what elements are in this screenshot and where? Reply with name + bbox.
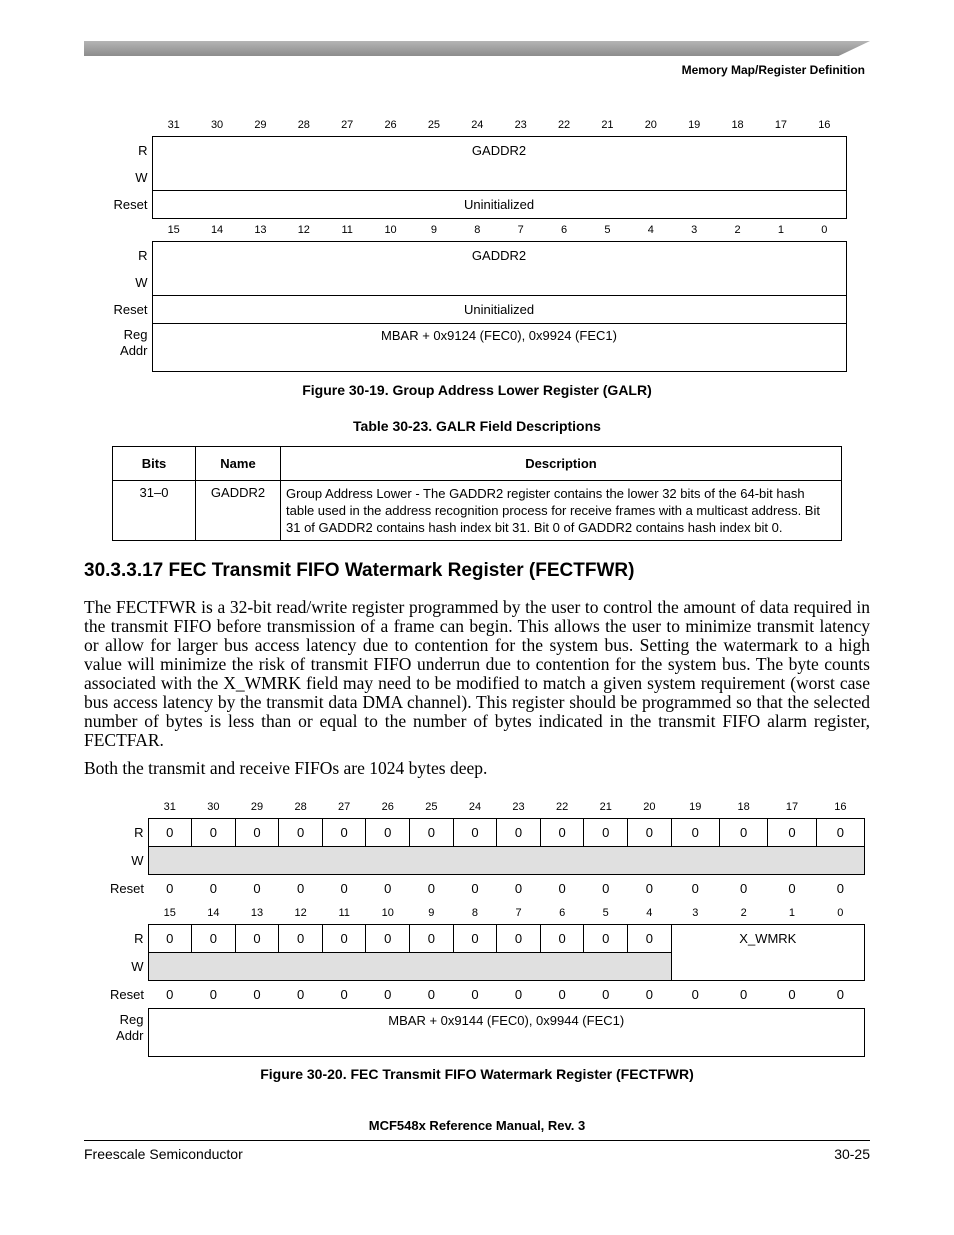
reset-bit-value: 0 xyxy=(296,987,305,1002)
cell-description: Group Address Lower - The GADDR2 register contains the lower 32 bits of the 64-bit hash table used in the address recognition process for receive frames with a multicast address. Bit 31 of GADDR2 contains hash index bit 31. Bit 0 of GADDR2 contains hash index bit 0. xyxy=(281,481,842,541)
bit-number: 27 xyxy=(341,119,354,131)
bit-number: 17 xyxy=(785,801,799,813)
bit-number: 11 xyxy=(341,224,353,236)
read-bit-value: 0 xyxy=(584,819,628,847)
reset-bit-value: 0 xyxy=(166,987,174,1002)
reset-bit-value: 0 xyxy=(514,881,523,896)
gaddr2-low-field: GADDR2 xyxy=(152,242,846,296)
row-label-reset: Reset xyxy=(113,302,148,317)
read-bit-value: 0 xyxy=(628,925,672,953)
read-bit-value: 0 xyxy=(235,819,279,847)
bit-number: 7 xyxy=(515,907,522,919)
x-wmrk-field: X_WMRK xyxy=(671,925,864,981)
header-bar xyxy=(84,41,870,56)
bit-number: 29 xyxy=(254,119,267,131)
bit-number: 9 xyxy=(428,907,435,919)
bit-number: 19 xyxy=(689,801,702,813)
manual-title: MCF548x Reference Manual, Rev. 3 xyxy=(368,1118,586,1133)
read-bit-value: 0 xyxy=(192,819,236,847)
read-bit-value: 0 xyxy=(584,925,628,953)
reset-bit-value: 0 xyxy=(427,881,435,896)
read-bit-value: 0 xyxy=(366,925,410,953)
read-bit-value: 0 xyxy=(322,819,366,847)
read-bit-value: 0 xyxy=(148,925,192,953)
bit-number: 2 xyxy=(740,907,747,919)
column-header-name: Name xyxy=(196,447,281,481)
bit-number: 21 xyxy=(599,801,612,813)
bit-number: 26 xyxy=(381,801,394,813)
row-label-reset: Reset xyxy=(113,197,148,212)
reset-row xyxy=(98,191,846,219)
gaddr2-high-field: GADDR2 xyxy=(152,137,846,191)
row-label-r: R xyxy=(134,825,144,840)
reset-bit-value: 0 xyxy=(602,987,610,1002)
read-bit-value: 0 xyxy=(719,819,767,847)
read-bit-value: 0 xyxy=(628,819,672,847)
body-paragraph: Both the transmit and receive FIFOs are 1024 bytes deep. xyxy=(84,758,488,778)
table-header-row xyxy=(113,447,842,481)
read-row xyxy=(98,925,865,953)
read-bit-value: 0 xyxy=(816,819,864,847)
bit-number: 8 xyxy=(474,224,481,236)
reset-bit-value: 0 xyxy=(788,987,796,1002)
reset-bit-value: 0 xyxy=(209,987,217,1002)
body-paragraph: The FECTFWR is a 32-bit read/write register programmed by the user to control the amount of data required in the transmit FIFO before transmission of a frame can begin. This allows the user to minimize transmit latency or allow for larger bus access latency due to contention for the system bus. Setting the watermark to a high value will minimize the risk of transmit FIFO underrun due to contention for the system bus. The byte counts associated with the X_WMRK field may need to be modified to match a given system requirement (worst case bus access latency by the transmit data DMA channel). This register should be programmed so that the selected number of bytes is less than or equal to the number of bytes indicated in the transmit FIFO alarm register, FECTFAR. xyxy=(84,597,870,750)
bit-number: 13 xyxy=(250,907,264,919)
page-number: 30-25 xyxy=(834,1146,870,1162)
bit-number: 24 xyxy=(468,801,482,813)
reset-bit-value: 0 xyxy=(740,881,748,896)
bit-number: 3 xyxy=(691,224,698,236)
read-row xyxy=(98,137,846,164)
bit-number: 30 xyxy=(210,119,224,131)
table-row xyxy=(113,481,842,541)
reset-bit-value: 0 xyxy=(340,987,348,1002)
read-bit-value: 0 xyxy=(497,925,541,953)
bit-number: 11 xyxy=(338,907,350,919)
bit-number-row-low xyxy=(98,902,865,925)
row-label-r: R xyxy=(134,931,144,946)
bit-number: 20 xyxy=(644,119,657,131)
bit-number: 1 xyxy=(788,907,796,919)
row-label-reset: Reset xyxy=(110,880,144,896)
reset-value-high: Uninitialized xyxy=(152,191,846,219)
bit-number: 14 xyxy=(207,907,220,919)
reset-bit-value: 0 xyxy=(691,881,699,896)
reset-bit-value: 0 xyxy=(514,987,523,1002)
bit-number: 7 xyxy=(517,224,524,236)
reset-bit-value: 0 xyxy=(340,881,348,896)
reset-bit-value: 0 xyxy=(166,881,174,896)
bit-number: 2 xyxy=(734,224,741,236)
read-bit-value: 0 xyxy=(497,819,541,847)
galr-field-descriptions-table xyxy=(112,446,842,541)
bit-number: 10 xyxy=(384,224,397,236)
read-bit-value: 0 xyxy=(279,819,323,847)
row-label-w: W xyxy=(135,274,148,290)
reset-bit-value: 0 xyxy=(836,881,844,896)
galr-register-diagram xyxy=(98,114,847,372)
read-bit-value: 0 xyxy=(279,925,323,953)
cell-bits: 31–0 xyxy=(113,481,196,541)
bit-number: 10 xyxy=(381,907,394,919)
bit-number: 4 xyxy=(647,224,654,236)
bit-number: 16 xyxy=(834,801,847,813)
read-bit-value: 0 xyxy=(453,819,497,847)
reset-value-low: Uninitialized xyxy=(152,296,846,324)
bit-number: 12 xyxy=(297,224,310,236)
bit-number: 15 xyxy=(167,224,180,236)
read-bit-value: 0 xyxy=(540,819,584,847)
read-bit-value: 0 xyxy=(540,925,584,953)
read-bit-value: 0 xyxy=(192,925,236,953)
row-label-r: R xyxy=(138,142,148,158)
bit-number: 31 xyxy=(163,801,176,813)
reset-bit-value: 0 xyxy=(209,881,217,896)
read-bit-value: 0 xyxy=(453,925,497,953)
fectfwr-register-diagram xyxy=(98,796,865,1057)
bit-number: 24 xyxy=(471,119,484,131)
bit-number: 22 xyxy=(556,801,569,813)
bit-number: 8 xyxy=(471,907,479,919)
row-label-reg-addr: Reg Addr xyxy=(116,1011,144,1043)
bit-number: 31 xyxy=(167,119,180,131)
bit-number: 28 xyxy=(297,119,310,131)
read-bit-value: 0 xyxy=(410,819,454,847)
bit-number: 18 xyxy=(737,801,750,813)
bit-number: 26 xyxy=(384,119,397,131)
bit-number: 18 xyxy=(731,119,744,131)
bit-number: 14 xyxy=(210,224,224,236)
reset-row xyxy=(98,296,846,324)
row-label-w: W xyxy=(131,959,144,974)
bit-number: 1 xyxy=(777,224,784,236)
reset-bit-value: 0 xyxy=(645,987,653,1002)
bit-number: 5 xyxy=(604,224,611,236)
row-label-w: W xyxy=(131,853,144,868)
reset-bit-value: 0 xyxy=(427,987,435,1002)
row-label-reset: Reset xyxy=(110,987,144,1002)
reset-bit-value: 0 xyxy=(471,881,479,896)
bit-number: 29 xyxy=(250,801,264,813)
row-label-w: W xyxy=(135,169,148,185)
bit-number: 12 xyxy=(294,907,307,919)
section-heading: 30.3.3.17 FEC Transmit FIFO Watermark Register (FECTFWR) xyxy=(84,560,635,581)
reset-bit-value: 0 xyxy=(691,987,699,1002)
reset-bit-value: 0 xyxy=(253,881,261,896)
bit-number: 0 xyxy=(837,907,844,919)
reset-bit-value: 0 xyxy=(645,881,653,896)
read-bit-value: 0 xyxy=(768,819,816,847)
reg-addr-row xyxy=(98,324,846,372)
reset-bit-value: 0 xyxy=(296,881,305,896)
reset-bit-value: 0 xyxy=(471,987,479,1002)
bit-number: 25 xyxy=(425,801,438,813)
reset-bit-value: 0 xyxy=(602,881,610,896)
bit-number-row-low xyxy=(98,219,846,242)
bit-number: 0 xyxy=(821,224,828,236)
footer-divider xyxy=(84,1140,870,1141)
bit-number: 15 xyxy=(163,907,176,919)
bit-number: 16 xyxy=(818,119,831,131)
bit-number: 4 xyxy=(646,907,653,919)
reset-bit-value: 0 xyxy=(558,987,566,1002)
reset-bit-value: 0 xyxy=(384,987,392,1002)
bit-number: 30 xyxy=(207,801,220,813)
row-label-reg-addr: Reg Addr xyxy=(120,326,148,358)
bit-number: 5 xyxy=(602,907,609,919)
read-bit-value: 0 xyxy=(235,925,279,953)
reset-row xyxy=(98,981,865,1009)
bit-number: 23 xyxy=(514,119,527,131)
reset-bit-value: 0 xyxy=(558,881,566,896)
bit-number: 27 xyxy=(338,801,351,813)
bit-number: 19 xyxy=(688,119,701,131)
read-bit-value: 0 xyxy=(148,819,192,847)
bit-number: 3 xyxy=(692,907,699,919)
figure-caption: Figure 30-19. Group Address Lower Register (GALR) xyxy=(302,382,652,398)
write-row xyxy=(98,847,865,875)
bit-number: 13 xyxy=(254,224,267,236)
row-label-r: R xyxy=(138,247,148,263)
reset-bit-value: 0 xyxy=(384,881,392,896)
reset-row xyxy=(98,875,865,903)
cell-name: GADDR2 xyxy=(196,481,281,541)
bit-number: 22 xyxy=(557,119,571,131)
read-bit-value: 0 xyxy=(410,925,454,953)
column-header-description: Description xyxy=(281,447,842,481)
read-bit-value: 0 xyxy=(322,925,366,953)
company-name: Freescale Semiconductor xyxy=(84,1146,243,1162)
write-reserved-high xyxy=(148,847,865,875)
read-row xyxy=(98,242,846,269)
bit-number: 20 xyxy=(643,801,656,813)
reset-bit-value: 0 xyxy=(253,987,261,1002)
read-row xyxy=(98,819,865,847)
bit-number: 6 xyxy=(561,224,568,236)
read-bit-value: 0 xyxy=(671,819,719,847)
reg-addr-value: MBAR + 0x9124 (FEC0), 0x9924 (FEC1) xyxy=(152,324,846,372)
running-header: Memory Map/Register Definition xyxy=(681,63,865,77)
reset-bit-value: 0 xyxy=(740,987,748,1002)
column-header-bits: Bits xyxy=(113,447,196,481)
bit-number: 17 xyxy=(774,119,788,131)
reset-bit-value: 0 xyxy=(788,881,796,896)
bit-number: 28 xyxy=(294,801,307,813)
read-bit-value: 0 xyxy=(366,819,410,847)
bit-number-row-high xyxy=(98,796,865,819)
bit-number: 23 xyxy=(512,801,525,813)
bit-number-row-high xyxy=(98,114,846,137)
bit-number: 21 xyxy=(601,119,614,131)
figure-caption: Figure 30-20. FEC Transmit FIFO Watermark Register (FECTFWR) xyxy=(260,1066,694,1082)
bit-number: 6 xyxy=(559,907,566,919)
reg-addr-value: MBAR + 0x9144 (FEC0), 0x9944 (FEC1) xyxy=(148,1009,865,1057)
bit-number: 9 xyxy=(430,224,437,236)
table-caption: Table 30-23. GALR Field Descriptions xyxy=(353,418,601,434)
reg-addr-row xyxy=(98,1009,865,1057)
bit-number: 25 xyxy=(427,119,441,131)
write-reserved-low xyxy=(148,953,671,981)
reset-bit-value: 0 xyxy=(836,987,844,1002)
